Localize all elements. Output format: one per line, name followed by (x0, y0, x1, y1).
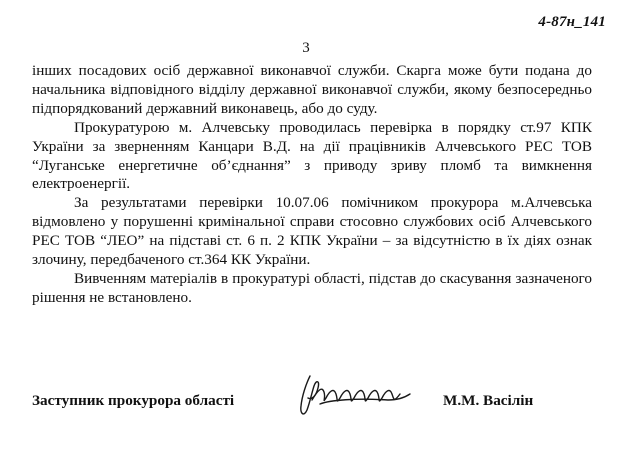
document-reference: 4-87н_141 (538, 14, 606, 30)
paragraph-conclusion: Вивченням матеріалів в прокуратурі області, підстав до скасування зазначеного рішення не встановлено. (32, 269, 592, 306)
paragraph-inspection: Прокуратурою м. Алчевську проводилась перевірка в порядку ст.97 КПК України за зверненням Канцари В.Д. на дії працівників Алчевського РЕС ТОВ “Луганське енергетичне об’єднання” з приводу зриву пломб та вимкнення електроенергії. (32, 118, 592, 193)
paragraph-continuation: інших посадових осіб державної виконавчої служби. Скарга може бути подана до начальника відповідного відділу державної виконавчої служби, якому безпосередньо підпорядкований державний виконавець, або до суду. (32, 62, 592, 117)
signatory-name: М.М. Васілін (443, 392, 534, 409)
signature-block (32, 392, 592, 414)
signatory-title: Заступник прокурора області (32, 392, 235, 409)
paragraph-results: За результатами перевірки 10.07.06 помічником прокурора м.Алчевська відмовлено у порушенні кримінальної справи стосовно службових осіб Алчевського РЕС ТОВ “ЛЕО” на підставі ст. 6 п. 2 КПК України – за відсутністю в їх діях ознак злочину, передбаченого ст.364 КК України. (32, 194, 592, 269)
page-number: 3 (302, 40, 310, 56)
document-body (32, 62, 592, 308)
